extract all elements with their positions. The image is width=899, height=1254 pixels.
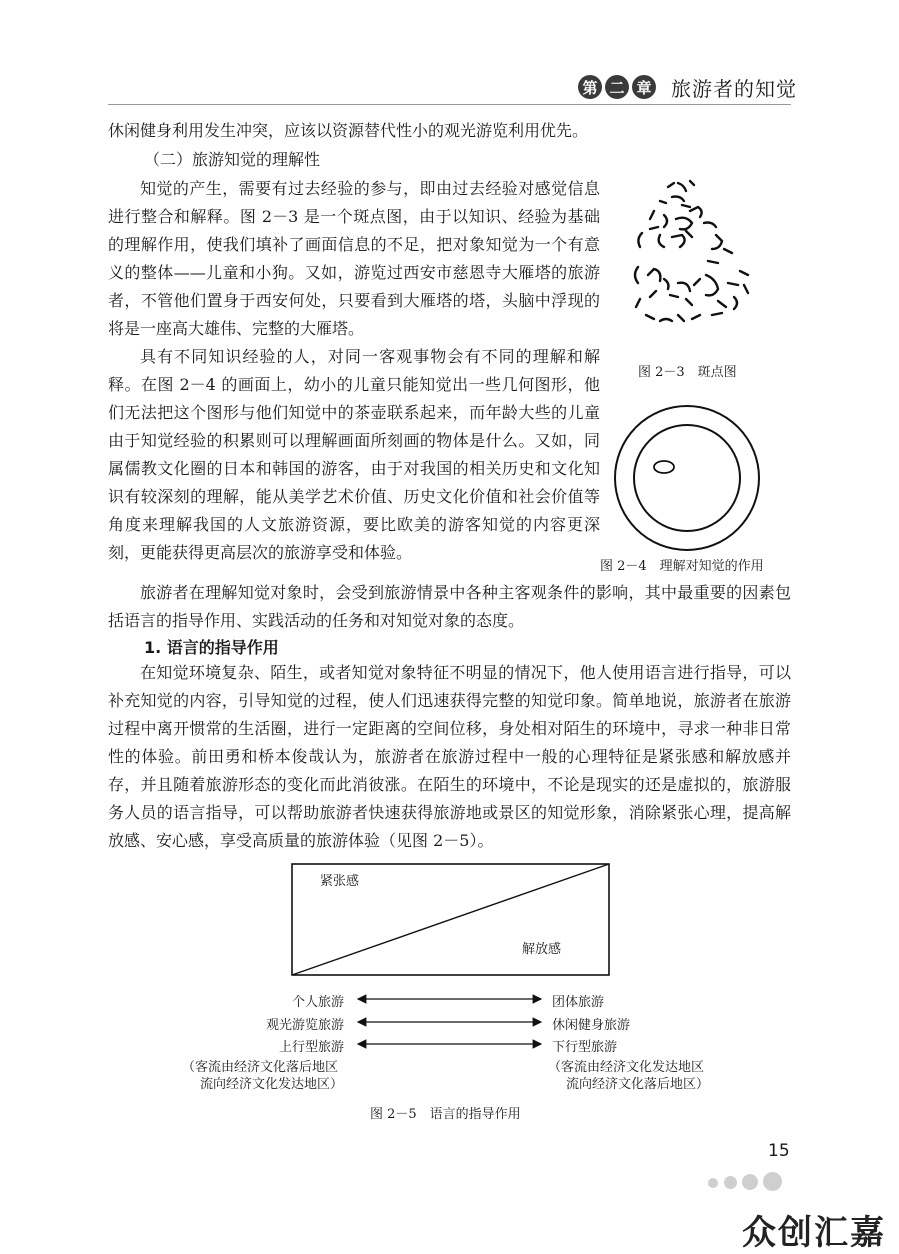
brand-watermark: 众创汇嘉 (742, 1213, 886, 1253)
intro-line: 休闲健身利用发生冲突，应该以资源替代性小的观光游览利用优先。 (108, 121, 589, 140)
page-number: 15 (768, 1141, 790, 1161)
release-label: 解放感 (522, 942, 562, 957)
decor-dot-3 (742, 1174, 758, 1190)
left-label-1: 个人旅游 (291, 995, 344, 1010)
paragraph-1: 知觉的产生，需要有过去经验的参与，即由过去经验对感觉信息进行整合和解释。图 2－3 是一个斑点图，由于以知识、经验为基础的理解作用，使我们填补了画面信息的不足，把对象知觉为一个有意义的整体——儿童和小狗。又如，游览过西安市慈恩寺大雁塔的旅游者，不管他们置身于西安何处，只要看到大雁塔的塔，头脑中浮现的将是一座高大雄伟、完整的大雁塔。 (108, 179, 600, 338)
right-label-1: 团体旅游 (552, 995, 605, 1010)
decor-dot-2 (724, 1176, 737, 1189)
left-label-2: 观光游览旅游 (265, 1018, 344, 1033)
decor-dot-1 (708, 1178, 718, 1188)
paragraph-2: 具有不同知识经验的人，对同一客观事物会有不同的理解和解释。在图 2－4 的画面上，幼小的儿童只能知觉出一些几何图形，他们无法把这个图形与他们知觉中的茶壶联系起来，而年龄大些的儿童由于知觉经验的积累则可以理解画面所刻画的物体是什么。又如，同属儒教文化圈的日本和韩国的游客，由于对我国的相关历史和文化知识有较深刻的理解，能从美学艺术价值、历史文化价值和社会价值等角度来理解我国的人文旅游资源，要比欧美的游客知觉的内容更深刻，更能获得更高层次的旅游享受和体验。 (108, 347, 600, 562)
chapter-badge-3: 章 (632, 75, 656, 99)
left-label-3: 上行型旅游 (278, 1040, 344, 1055)
chapter-title: 旅游者的知觉 (671, 76, 797, 101)
tension-label: 紧张感 (320, 874, 360, 889)
section-subheading: （二）旅游知觉的理解性 (144, 150, 321, 169)
left-note-line-2: 流向经济文化发达地区） (200, 1077, 344, 1092)
chapter-badge-1: 第 (578, 75, 602, 99)
chapter-badge-2: 二 (605, 75, 629, 99)
left-note-line-1: （客流由经济文化落后地区 (182, 1060, 339, 1075)
paragraph-4: 在知觉环境复杂、陌生，或者知觉对象特征不明显的情况下，他人使用语言进行指导，可以补充知觉的内容，引导知觉的过程，使人们迅速获得完整的知觉印象。简单地说，旅游者在旅游过程中离开惯常的生活圈，进行一定距离的空间位移，身处相对陌生的环境中，寻求一种非日常性的体验。前田勇和桥本俊哉认为，旅游者在旅游过程中一般的心理特征是紧张感和解放感并存，并且随着旅游形态的变化而此消彼涨。在陌生的环境中，不论是现实的还是虚拟的，旅游服务人员的语言指导，可以帮助旅游者快速获得旅游地或景区的知觉形象，消除紧张心理，提高解放感、安心感，享受高质量的旅游体验（见图 2－5）。 (108, 663, 791, 850)
right-label-3: 下行型旅游 (552, 1040, 618, 1055)
paragraph-3: 旅游者在理解知觉对象时，会受到旅游情景中各种主客观条件的影响，其中最重要的因素包括语言的指导作用、实践活动的任务和对知觉对象的态度。 (108, 583, 791, 630)
teapot-figure (612, 403, 762, 553)
subsection-heading: 1. 语言的指导作用 (144, 638, 279, 657)
diagram-arrows (352, 990, 547, 1055)
right-note-line-2: 流向经济文化落后地区） (566, 1077, 710, 1092)
right-note-line-1: （客流由经济文化发达地区 (548, 1060, 705, 1075)
decor-dot-4 (763, 1172, 782, 1191)
header-rule (108, 104, 791, 105)
right-label-2: 休闲健身旅游 (552, 1018, 631, 1033)
figure-2-4-caption: 图 2－4 理解对知觉的作用 (600, 559, 764, 574)
spot-figure (620, 175, 770, 335)
figure-2-5-caption: 图 2－5 语言的指导作用 (370, 1107, 521, 1122)
figure-2-3-caption: 图 2－3 斑点图 (638, 365, 737, 380)
chapter-header (578, 72, 797, 102)
